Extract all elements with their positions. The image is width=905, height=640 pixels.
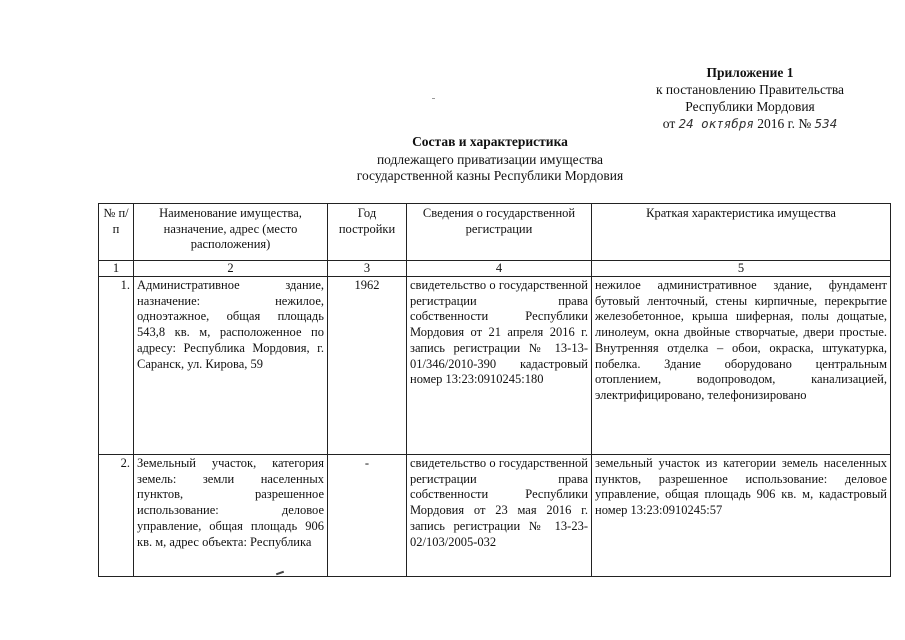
date-prefix: от	[662, 116, 676, 131]
property-description: нежилое административное здание, фундамент бутовый ленточный, стены кирпичные, перекрытие железобетонное, крыша шиферная, полы дощатые, линолеум, окна двойные створчатые, двери простые. Внутренняя отделка – обои, окраска, штукатурка, побелка. Здание оборудовано центральным отоплением, водопроводом, канализацией, электрифицировано, телефонизировано	[592, 277, 891, 455]
property-table	[98, 203, 891, 577]
column-number: 5	[592, 261, 891, 277]
date-handwritten: 24 октября	[678, 116, 754, 131]
property-name: Административное здание, назначение: нежилое, одноэтажное, общая площадь 543,8 кв. м, расположенное по адресу: Республика Мордовия, г. Саранск, ул. Кирова, 59	[134, 277, 328, 455]
registration-info: свидетельство о государственной регистрации права собственности Республики Мордовия от 23 мая 2016 г. запись регистрации № 13-23-02/103/2005-032	[407, 455, 592, 577]
appendix-line-1: к постановлению Правительства	[655, 82, 845, 97]
property-name: Земельный участок, категория земель: земли населенных пунктов, разрешенное использование: деловое управление, общая площадь 906 кв. м, адрес объекта: Республика	[134, 455, 328, 577]
property-description: земельный участок из категории земель населенных пунктов, разрешенное использование: деловое управление, общая площадь 906 кв. м, кадастровый номер 13:23:0910245:57	[592, 455, 891, 577]
header-info: Сведения о государственной регистрации	[407, 204, 592, 261]
document-title-block	[280, 134, 700, 184]
construction-year: -	[328, 455, 407, 577]
appendix-header	[600, 64, 900, 132]
header-desc: Краткая характеристика имущества	[592, 204, 891, 261]
row-number: 1.	[99, 277, 134, 455]
appendix-date-line	[600, 115, 900, 132]
row-number: 2.	[99, 455, 134, 577]
column-number-row	[99, 261, 891, 277]
scan-speck	[432, 98, 435, 99]
header-year: Год постройки	[328, 204, 407, 261]
construction-year: 1962	[328, 277, 407, 455]
header-name: Наименование имущества, назначение, адрес (место расположения)	[134, 204, 328, 261]
document-subtitle-2: государственной казны Республики Мордовия	[356, 168, 624, 183]
table-row	[99, 277, 891, 455]
column-number: 3	[328, 261, 407, 277]
decree-number: 534	[814, 116, 838, 131]
document-subtitle-1: подлежащего приватизации имущества	[376, 152, 604, 167]
table-row	[99, 455, 891, 577]
appendix-title: Приложение 1	[706, 65, 794, 80]
table-header-row	[99, 204, 891, 261]
date-year: 2016 г. №	[757, 116, 812, 131]
registration-info: свидетельство о государственной регистрации права собственности Республики Мордовия от 21 апреля 2016 г. запись регистрации № 13-13-01/346/2010-390 кадастровый номер 13:23:0910245:180	[407, 277, 592, 455]
column-number: 1	[99, 261, 134, 277]
column-number: 4	[407, 261, 592, 277]
document-title: Состав и характеристика	[412, 134, 568, 149]
appendix-line-2: Республики Мордовия	[685, 99, 815, 114]
column-number: 2	[134, 261, 328, 277]
header-num: № п/п	[99, 204, 134, 261]
